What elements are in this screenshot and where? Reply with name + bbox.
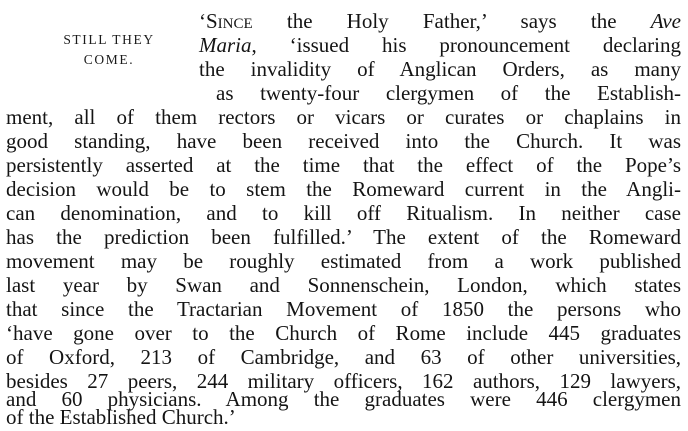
text-line-11: movement may be roughly estimated from a work published <box>6 249 681 273</box>
text-line-17: and 60 physicians. Among the graduates were 446 clergymen <box>6 387 681 411</box>
text-line-13: that since the Tractarian Movement of 1850 the persons who <box>6 297 681 321</box>
text-line-8: decision would be to stem the Romeward current in the Angli- <box>6 177 681 201</box>
publication-title-part-2: Maria <box>199 33 252 57</box>
text-line-12: last year by Swan and Sonnenschein, London, which states <box>6 273 681 297</box>
publication-title-part-1: Ave <box>650 9 681 33</box>
text-line-7: persistently asserted at the time that the effect of the Pope’s <box>6 153 681 177</box>
marginal-heading-line-1: STILL THEY <box>63 32 155 47</box>
marginal-heading-line-2: COME. <box>83 52 135 67</box>
drop-smallcaps-word: Since <box>206 9 253 33</box>
text-line-2: Maria, ‘issued his pronouncement declaring <box>199 33 681 57</box>
text-line-4: as twenty-four clergymen of the Establish- <box>216 81 681 105</box>
text-line-18: of the Established Church.’ <box>6 405 236 429</box>
text-line-16: besides 27 peers, 244 military officers, 162 authors, 129 lawyers, <box>6 369 681 393</box>
text-line-1: ‘Since the Holy Father,’ says the Ave <box>199 9 681 33</box>
text-line-9: can denomination, and to kill off Ritualism. In neither case <box>6 201 681 225</box>
text-line-3: the invalidity of Anglican Orders, as many <box>199 57 681 81</box>
text-line-5: ment, all of them rectors or vicars or curates or chaplains in <box>6 105 681 129</box>
text-line-15: of Oxford, 213 of Cambridge, and 63 of other universities, <box>6 345 681 369</box>
text-line-10: has the prediction been fulfilled.’ The extent of the Romeward <box>6 225 681 249</box>
marginal-heading <box>34 30 184 70</box>
text-line-14: ‘have gone over to the Church of Rome include 445 graduates <box>6 321 681 345</box>
text-line-6: good standing, have been received into the Church. It was <box>6 129 681 153</box>
